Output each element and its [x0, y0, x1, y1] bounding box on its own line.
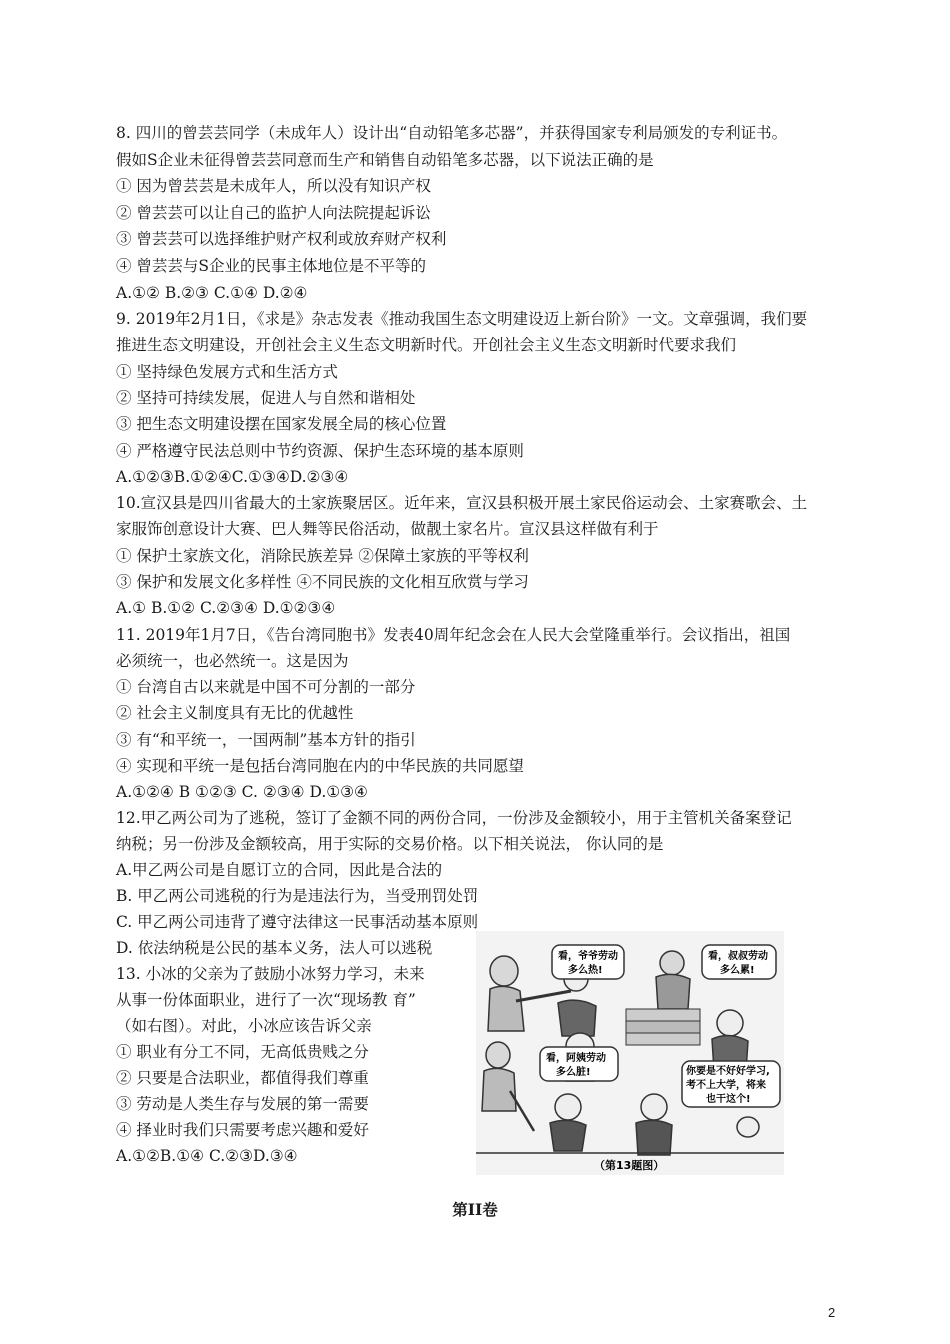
q12-stem-line-1: 12.甲乙两公司为了逃税，签订了金额不同的两份合同，一份涉及金额较小，用于主管机关备案登记 — [116, 809, 792, 827]
q8-option-3: ③ 曾芸芸可以选择维护财产权利或放弃财产权利 — [116, 230, 447, 248]
q12-option-d: D. 依法纳税是公民的基本义务，法人可以逃税 — [116, 939, 433, 957]
q9-stem-line-2: 推进生态文明建设，开创社会主义生态文明新时代。开创社会主义生态文明新时代要求我们 — [116, 336, 737, 354]
q12-option-b: B. 甲乙两公司逃税的行为是违法行为，当受刑罚处罚 — [116, 887, 479, 905]
q8-option-2: ② 曾芸芸可以让自己的监护人向法院提起诉讼 — [116, 204, 431, 222]
q8-stem-line-2: 假如S企业未征得曾芸芸同意而生产和销售自动铅笔多芯器，以下说法正确的是 — [116, 151, 654, 169]
bubble-uncle-line-1: 看，叔叔劳动 — [708, 951, 768, 962]
brick-wall — [626, 1009, 700, 1045]
q13-cartoon-figure — [476, 931, 784, 1175]
q11-option-1: ① 台湾自古以来就是中国不可分割的一部分 — [116, 678, 416, 696]
bubble-grandpa-line-1: 看，爷爷劳动 — [558, 951, 618, 962]
q11-option-3: ③ 有“和平统一，一国两制”基本方针的指引 — [116, 731, 416, 749]
q8-answers: A.①② B.②③ C.①④ D.②④ — [116, 284, 308, 302]
q9-option-1: ① 坚持绿色发展方式和生活方式 — [116, 363, 338, 381]
q13-stem-line-3: （如右图）。对此，小冰应该告诉父亲 — [116, 1017, 372, 1035]
bubble-father-line-2: 考不上大学，将来 — [686, 1080, 766, 1091]
q10-option-2: ③ 保护和发展文化多样性 ④不同民族的文化相互欣赏与学习 — [116, 573, 529, 591]
q12-stem-line-2: 纳税；另一份涉及金额较高，用于实际的交易价格。以下相关说法， 你认同的是 — [116, 835, 664, 853]
q13-stem-line-2: 从事一份体面职业，进行了一次“现场教 育” — [116, 991, 416, 1009]
q13-option-4: ④ 择业时我们只需要考虑兴趣和爱好 — [116, 1121, 369, 1139]
q8-option-1: ① 因为曾芸芸是未成年人，所以没有知识产权 — [116, 177, 431, 195]
page-number: 2 — [828, 1305, 836, 1320]
q9-answers: A.①②③B.①②④C.①③④D.②③④ — [116, 468, 349, 486]
bubble-aunt-line-2: 多么脏! — [556, 1067, 591, 1078]
cartoon-caption: （第13题图） — [594, 1159, 665, 1172]
q11-option-4: ④ 实现和平统一是包括台湾同胞在内的中华民族的共同愿望 — [116, 757, 524, 775]
q12-option-c: C. 甲乙两公司违背了遵守法律这一民事活动基本原则 — [116, 913, 479, 931]
q11-option-2: ② 社会主义制度具有无比的优越性 — [116, 704, 354, 722]
q9-option-4: ④ 严格遵守民法总则中节约资源、保护生态环境的基本原则 — [116, 442, 524, 460]
q11-answers: A.①②④ B ①②③ C. ②③④ D.①③④ — [116, 783, 368, 801]
q13-option-1: ① 职业有分工不同，无高低贵贱之分 — [116, 1043, 369, 1061]
q12-option-a: A.甲乙两公司是自愿订立的合同，因此是合法的 — [116, 861, 443, 879]
bubble-father-line-1: 你要是不好好学习, — [686, 1066, 770, 1077]
q11-stem-line-1: 11. 2019年1月7日，《告台湾同胞书》发表40周年纪念会在人民大会堂隆重举行。会议指出，祖国 — [116, 626, 791, 644]
q9-stem-line-1: 9. 2019年2月1日，《求是》杂志发表《推动我国生态文明建设迈上新台阶》一文。文章强调，我们要 — [116, 310, 808, 328]
q10-stem-line-2: 家服饰创意设计大赛、巴人舞等民俗活动，做靓土家名片。宣汉县这样做有利于 — [116, 520, 659, 538]
q11-stem-line-2: 必须统一，也必然统一。这是因为 — [116, 652, 349, 670]
q10-answers: A.① B.①② C.②③④ D.①②③④ — [116, 599, 336, 617]
cartoon-illustration — [476, 931, 784, 1175]
section-title: 第II卷 — [452, 1200, 498, 1219]
q9-option-3: ③ 把生态文明建设摆在国家发展全局的核心位置 — [116, 415, 447, 433]
q13-answers: A.①②B.①④ C.②③D.③④ — [116, 1147, 298, 1165]
bubble-aunt-line-1: 看，阿姨劳动 — [546, 1053, 606, 1064]
q13-stem-line-1: 13. 小冰的父亲为了鼓励小冰努力学习，未来 — [116, 965, 425, 983]
q13-option-2: ② 只要是合法职业，都值得我们尊重 — [116, 1069, 369, 1087]
bubble-uncle-line-2: 多么累! — [720, 965, 755, 976]
q8-stem-line-1: 8. 四川的曾芸芸同学（未成年人）设计出“自动铅笔多芯器”，并获得国家专利局颁发的专利证书。 — [116, 124, 788, 142]
bubble-father-line-3: 也干这个! — [706, 1094, 751, 1105]
q9-option-2: ② 坚持可持续发展，促进人与自然和谐相处 — [116, 389, 416, 407]
bubble-grandpa-line-2: 多么热! — [568, 965, 603, 976]
q13-option-3: ③ 劳动是人类生存与发展的第一需要 — [116, 1095, 369, 1113]
q8-option-4: ④ 曾芸芸与S企业的民事主体地位是不平等的 — [116, 257, 427, 275]
q10-stem-line-1: 10.宣汉县是四川省最大的土家族聚居区。近年来，宣汉县积极开展土家民俗运动会、土家赛歌会、土 — [116, 494, 808, 512]
q10-option-1: ① 保护土家族文化，消除民族差异 ②保障土家族的平等权利 — [116, 547, 529, 565]
